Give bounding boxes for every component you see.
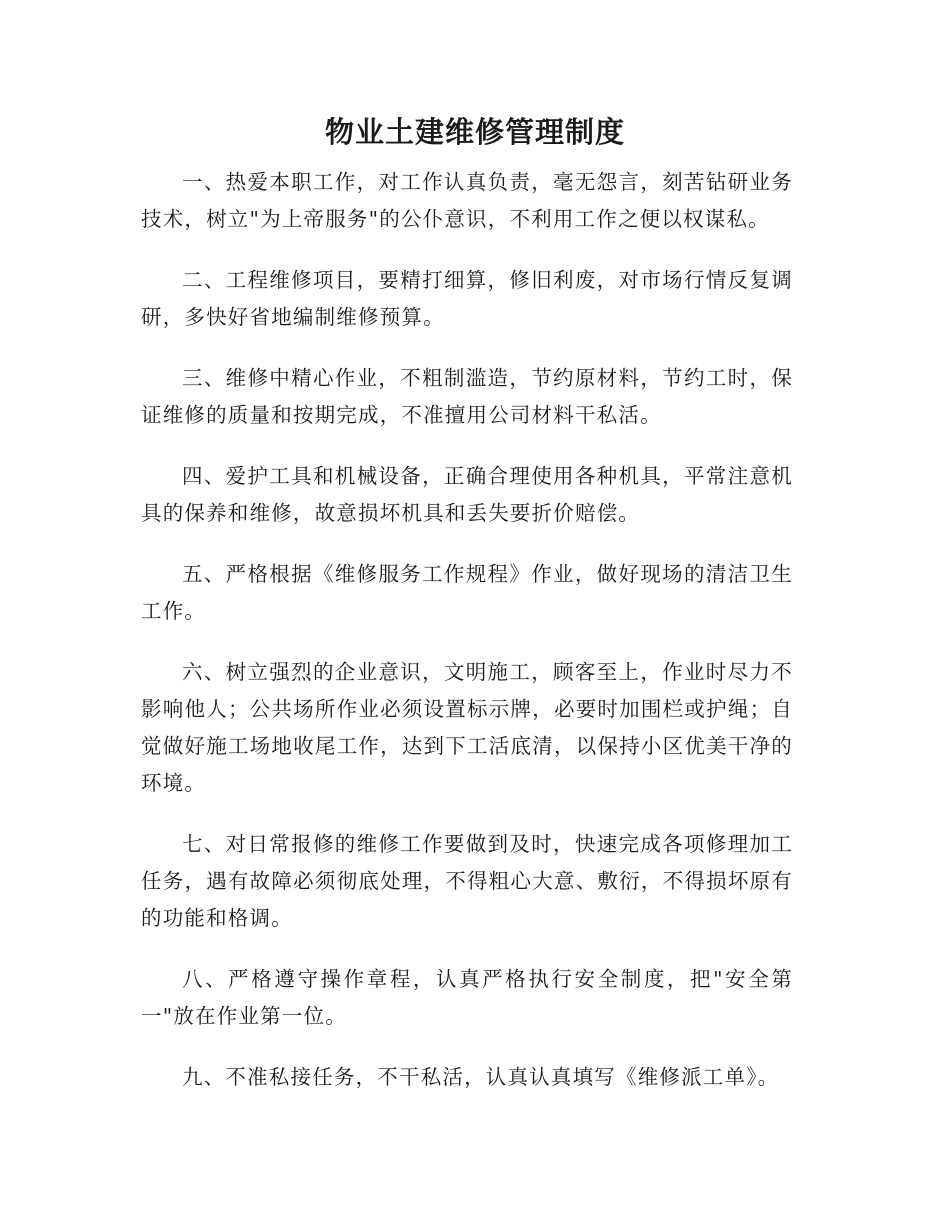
paragraph-1: 一、热爱本职工作，对工作认真负责，毫无怨言，刻苦钻研业务技术，树立"为上帝服务"的公仆意识，不利用工作之便以权谋私。 bbox=[141, 170, 793, 231]
document-title: 物业土建维修管理制度 bbox=[324, 115, 625, 149]
paragraph-8: 八、严格遵守操作章程，认真严格执行安全制度，把"安全第一"放在作业第一位。 bbox=[141, 967, 793, 1028]
paragraph-9: 九、不准私接任务，不干私活，认真认真填写《维修派工单》。 bbox=[182, 1065, 780, 1089]
document-body bbox=[141, 164, 793, 1120]
paragraph-4: 四、爱护工具和机械设备，正确合理使用各种机具，平常注意机具的保养和维修，故意损坏机具和丢失要折价赔偿。 bbox=[141, 464, 793, 525]
paragraph-3: 三、维修中精心作业，不粗制滥造，节约原材料，节约工时，保证维修的质量和按期完成，不准擅用公司材料干私活。 bbox=[141, 366, 793, 427]
paragraph-6: 六、树立强烈的企业意识，文明施工，顾客至上，作业时尽力不影响他人；公共场所作业必须设置标示牌，必要时加围栏或护绳；自觉做好施工场地收尾工作，达到下工活底清，以保持小区优美干净的环境。 bbox=[141, 660, 793, 795]
paragraph-2: 二、工程维修项目，要精打细算，修旧利废，对市场行情反复调研，多快好省地编制维修预算。 bbox=[141, 268, 793, 329]
paragraph-7: 七、对日常报修的维修工作要做到及时，快速完成各项修理加工任务，遇有故障必须彻底处理，不得粗心大意、敷衍，不得损坏原有的功能和格调。 bbox=[141, 832, 793, 930]
paragraph-5: 五、严格根据《维修服务工作规程》作业，做好现场的清洁卫生工作。 bbox=[141, 562, 793, 623]
